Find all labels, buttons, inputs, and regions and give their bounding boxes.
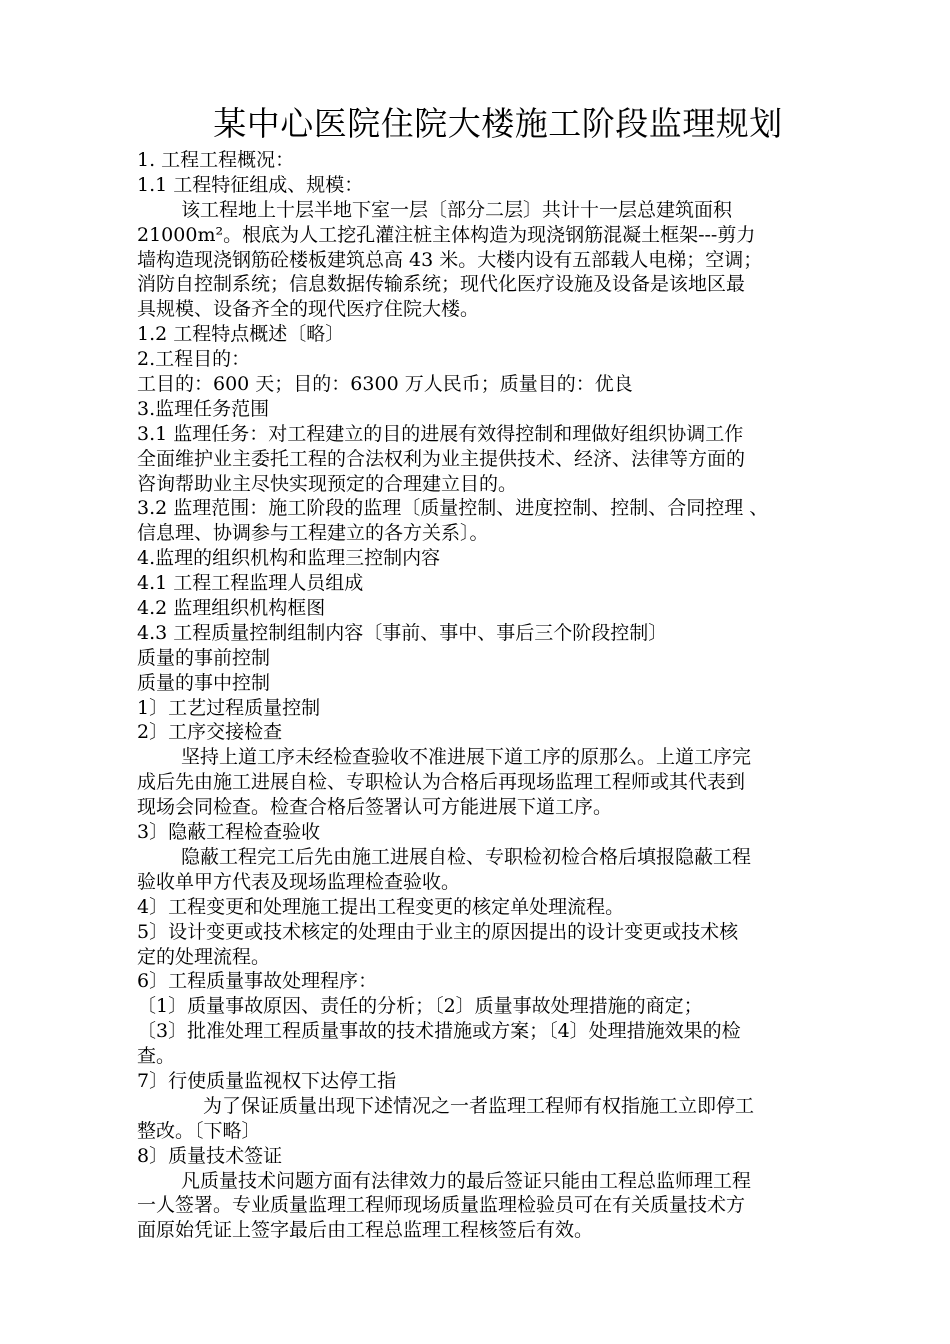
subsection-heading: 4.2 监理组织机构框图 [137,597,326,620]
paragraph-line: 查。 [137,1045,176,1068]
paragraph-line: 该工程地上十层半地下室一层〔部分二层〕共计十一层总建筑面积 [181,198,733,221]
paragraph-line: 具规模、设备齐全的现代医疗住院大楼。 [137,298,480,321]
paragraph-line: 整改。〔下略〕 [137,1119,261,1142]
paragraph-line: 〔1〕质量事故原因、责任的分析；〔2〕质量事故处理措施的商定； [137,995,703,1018]
paragraph-line: 面原始凭证上签字最后由工程总监理工程核签后有效。 [137,1219,594,1242]
paragraph-line: 3.2 监理范围：施工阶段的监理〔质量控制、进度控制、控制、合同控理 、 [137,497,769,520]
section-heading: 3.监理任务范围 [137,397,270,420]
paragraph-line: 定的处理流程。 [137,945,271,968]
document-title: 某中心医院住院大楼施工阶段监理规划 [213,104,783,143]
paragraph-line: 隐蔽工程完工后先由施工进展自检、专职检初检合格后填报隐蔽工程 [181,845,752,868]
paragraph-line: 墙构造现浇钢筋砼楼板建筑总高 43 米。大楼内设有五部载人电梯；空调； [137,248,763,271]
paragraph-line: 凡质量技术问题方面有法律效力的最后签证只能由工程总监师理工程 [181,1169,752,1192]
paragraph-line: 验收单甲方代表及现场监理检查验收。 [137,870,461,893]
subsection-heading: 1.2 工程特点概述〔略〕 [137,323,345,346]
section-heading: 1. 工程工程概况： [137,149,295,171]
list-item: 3〕隐蔽工程检查验收 [137,821,321,844]
paragraph-line: 信息理、协调参与工程建立的各方关系〕。 [137,522,489,545]
paragraph-line: 咨询帮助业主尽快实现预定的合理建立目的。 [137,472,518,495]
section-heading: 2.工程目的： [137,348,251,371]
paragraph-line: 全面维护业主委托工程的合法权利为业主提供技术、经济、法律等方面的 [137,447,746,470]
item-heading: 质量的事前控制 [137,646,271,669]
paragraph-line: 现场会同检查。检查合格后签署认可方能进展下道工序。 [137,796,613,819]
item-heading: 质量的事中控制 [137,671,271,694]
paragraph-line: 消防自控制系统；信息数据传输系统；现代化医疗设施及设备是该地区最 [137,273,746,296]
list-item: 5〕设计变更或技术核定的处理由于业主的原因提出的设计变更或技术核 [137,920,739,943]
paragraph-line: 坚持上道工序未经检查验收不准进展下道工序的原那么。上道工序完 [181,746,752,769]
list-item: 4〕工程变更和处理施工提出工程变更的核定单处理流程。 [137,895,625,918]
paragraph-line: 成后先由施工进展自检、专职检认为合格后再现场监理工程师或其代表到 [137,771,746,794]
list-item: 1〕工艺过程质量控制 [137,696,321,719]
subsection-heading: 4.3 工程质量控制组制内容〔事前、事中、事后三个阶段控制〕 [137,621,668,644]
paragraph-line: 3.1 监理任务：对工程建立的目的进展有效得控制和理做好组织协调工作 [137,422,744,445]
paragraph-line: 一人签署。专业质量监理工程师现场质量监理检验员可在有关质量技术方 [137,1194,746,1217]
subsection-heading: 4.1 工程工程监理人员组成 [137,572,364,595]
paragraph-line: 为了保证质量出现下述情况之一者监理工程师有权指施工立即停工 [203,1094,755,1117]
section-heading: 4.监理的组织机构和监理三控制内容 [137,547,441,570]
paragraph-line: 〔3〕批准处理工程质量事故的技术措施或方案；〔4〕处理措施效果的检 [137,1020,741,1043]
subsection-heading: 1.1 工程特征组成、规模： [137,173,364,196]
list-item: 2〕工序交接检查 [137,721,283,744]
paragraph-line: 21000m²。根底为人工挖孔灌注桩主体构造为现浇钢筋混凝土框架---剪力 [137,223,756,246]
paragraph-line: 工目的：600 天；目的：6300 万人民币；质量目的：优良 [137,373,633,396]
document-body [137,148,859,1243]
list-item: 8〕质量技术签证 [137,1144,283,1167]
list-item: 6〕工程质量事故处理程序： [137,970,378,993]
list-item: 7〕行使质量监视权下达停工指 [137,1069,397,1092]
